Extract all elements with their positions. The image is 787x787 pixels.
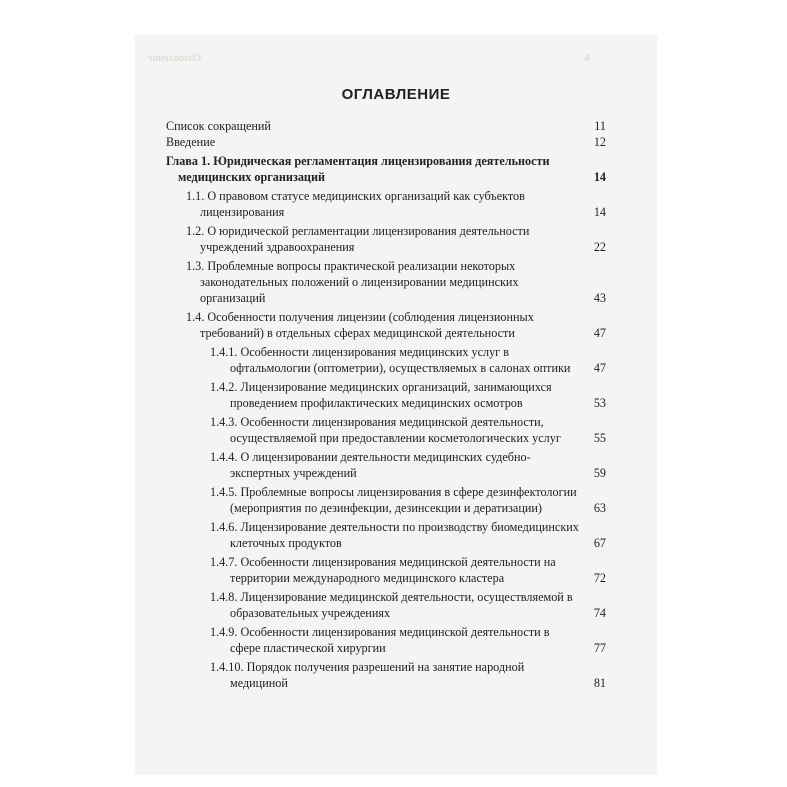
- toc-entry-title: 1.4.6. Лицензирование деятельности по производству биомедицинских клеточных продуктов: [210, 520, 579, 550]
- toc-entry[interactable]: [166, 258, 606, 306]
- toc-entry-title: 1.2. О юридической регламентации лицензирования деятельности учреждений здравоохранения: [186, 224, 530, 254]
- toc-entry[interactable]: [166, 188, 606, 220]
- book-page: [136, 36, 656, 774]
- toc-entry[interactable]: [166, 519, 606, 551]
- toc-entry-title: Список сокращений: [166, 119, 271, 133]
- toc-entry[interactable]: [166, 554, 606, 586]
- bleed-through-title: Оглавление: [148, 52, 202, 64]
- toc-entry-page-number: 55: [593, 431, 606, 445]
- toc-entry-title: 1.4.5. Проблемные вопросы лицензирования в сфере дезинфектологии (мероприятия по дезинфекции, дезинсекции и дератизации): [210, 485, 577, 515]
- toc-entry-title: 1.4.7. Особенности лицензирования медицинской деятельности на территории международного медицинского кластера: [210, 555, 556, 585]
- toc-entry[interactable]: [166, 624, 606, 656]
- toc-entry-page-number: 47: [593, 326, 606, 340]
- toc-entry-title: 1.4.4. О лицензировании деятельности медицинских судебно-экспертных учреждений: [210, 450, 531, 480]
- toc-entry-title: Глава 1. Юридическая регламентация лицензирования деятельности медицинских организаций: [166, 154, 550, 184]
- toc-entry[interactable]: [166, 589, 606, 621]
- toc-entry-title: 1.4. Особенности получения лицензии (соблюдения лицензионных требований) в отдельных сферах медицинской деятельности: [186, 310, 534, 340]
- toc-entry-title: 1.4.2. Лицензирование медицинских организаций, занимающихся проведением профилактических медицинских осмотров: [210, 380, 552, 410]
- toc-entry-page-number: 72: [593, 571, 606, 585]
- toc-entry-title: Введение: [166, 135, 216, 149]
- page-title: ОГЛАВЛЕНИЕ: [341, 86, 451, 103]
- toc-entry-page-number: 14: [593, 205, 606, 219]
- toc-entry[interactable]: [166, 344, 606, 376]
- toc-entry-page-number: 14: [593, 170, 606, 184]
- toc-entry[interactable]: [166, 134, 606, 150]
- toc-entry[interactable]: [166, 223, 606, 255]
- toc-entry-page-number: 47: [593, 361, 606, 375]
- toc-entry[interactable]: [166, 379, 606, 411]
- toc-entry-page-number: 59: [593, 466, 606, 480]
- bleed-through-page-number: 4: [584, 52, 590, 64]
- toc-entry-title: 1.4.9. Особенности лицензирования медицинской деятельности в сфере пластической хирургии: [210, 625, 550, 655]
- toc-entry-page-number: 22: [593, 240, 606, 254]
- toc-entry[interactable]: [166, 118, 606, 134]
- toc-entry-page-number: 67: [593, 536, 606, 550]
- toc-entry[interactable]: [166, 153, 606, 185]
- toc-entry-page-number: 43: [593, 291, 606, 305]
- toc-entry-title: 1.1. О правовом статусе медицинских организаций как субъектов лицензирования: [186, 189, 525, 219]
- toc-entry-title: 1.4.8. Лицензирование медицинской деятельности, осуществляемой в образовательных учреждениях: [210, 590, 573, 620]
- toc-entry-page-number: 77: [593, 641, 606, 655]
- toc-entry-title: 1.4.3. Особенности лицензирования медицинской деятельности, осуществляемой при предоставлении косметологических услуг: [210, 415, 561, 445]
- toc-entry-page-number: 53: [593, 396, 606, 410]
- toc-entry-page-number: 11: [594, 119, 606, 133]
- toc-entry-page-number: 63: [593, 501, 606, 515]
- toc-entry[interactable]: [166, 659, 606, 691]
- toc-entry-page-number: 74: [593, 606, 606, 620]
- toc-entry[interactable]: [166, 449, 606, 481]
- toc-entry-title: 1.4.1. Особенности лицензирования медицинских услуг в офтальмологии (оптометрии), осуществляемых в салонах оптики: [210, 345, 571, 375]
- table-of-contents: [166, 118, 606, 691]
- toc-entry[interactable]: [166, 484, 606, 516]
- toc-entry[interactable]: [166, 309, 606, 341]
- toc-entry-title: 1.4.10. Порядок получения разрешений на занятие народной медициной: [210, 660, 525, 690]
- toc-entry-title: 1.3. Проблемные вопросы практической реализации некоторых законодательных положений о лицензировании медицинских организаций: [186, 259, 519, 305]
- toc-entry[interactable]: [166, 414, 606, 446]
- toc-entry-page-number: 81: [593, 676, 606, 690]
- toc-entry-page-number: 12: [593, 135, 606, 149]
